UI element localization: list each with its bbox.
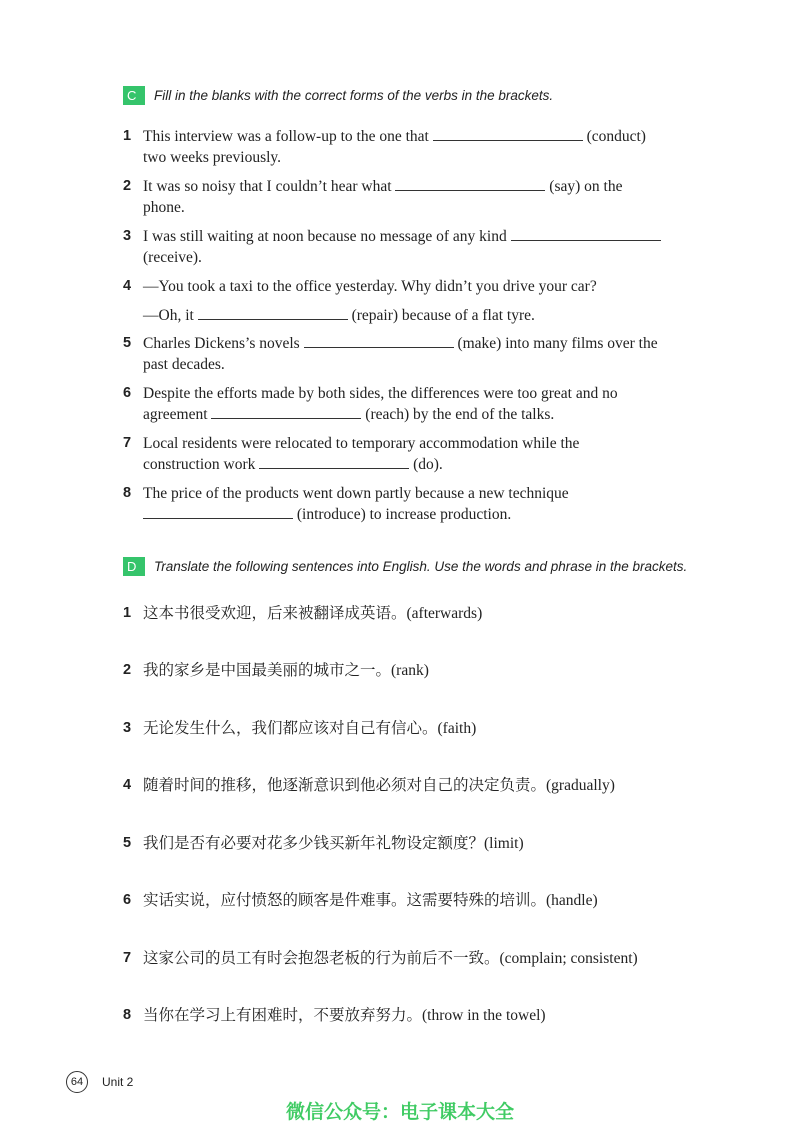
item-text: phone.: [143, 199, 185, 216]
item-number: 3: [123, 228, 132, 244]
item-text: —Oh, it: [143, 307, 194, 324]
verb-hint: (conduct): [586, 128, 646, 145]
verb-hint: (make) into many films over the: [457, 335, 658, 352]
item-text: two weeks previously.: [143, 149, 282, 166]
watermark-text: 微信公众号：电子课本大全: [285, 1101, 514, 1123]
answer-blank[interactable]: [395, 177, 545, 191]
d-item-7: [123, 948, 703, 969]
translation-prompt: 这家公司的员工有时会抱怨老板的行为前后不一致。(complain; consistent): [143, 950, 638, 967]
translation-prompt: 当你在学习上有困难时，不要放弃努力。(throw in the towel): [143, 1007, 546, 1024]
item-text: I was still waiting at noon because no message of any kind: [143, 228, 507, 245]
answer-blank[interactable]: [143, 505, 293, 519]
item-number: 6: [123, 385, 132, 401]
item-text: Local residents were relocated to temporary accommodation while the: [143, 435, 580, 452]
d-item-1: [123, 603, 703, 624]
item-text: —You took a taxi to the office yesterday. Why didn’t you drive your car?: [143, 278, 597, 295]
verb-hint: (reach) by the end of the talks.: [365, 406, 555, 423]
answer-blank[interactable]: [259, 455, 409, 469]
item-text: past decades.: [143, 356, 225, 373]
item-number: 5: [123, 835, 132, 851]
answer-blank[interactable]: [433, 127, 583, 141]
section-d-header: [123, 557, 687, 576]
verb-hint: (receive).: [143, 249, 202, 266]
section-c-instruction: Fill in the blanks with the correct forms of the verbs in the brackets.: [154, 88, 554, 103]
item-number: 8: [123, 485, 132, 501]
d-item-8: [123, 1005, 703, 1026]
section-d-instruction: Translate the following sentences into English. Use the words and phrase in the brackets.: [154, 559, 688, 574]
item-text: This interview was a follow-up to the one that: [143, 128, 429, 145]
translation-prompt: 随着时间的推移，他逐渐意识到他必须对自己的决定负责。(gradually): [143, 777, 615, 794]
c-item-6: [123, 383, 703, 425]
section-d-badge: D: [123, 557, 145, 576]
item-number: 2: [123, 662, 132, 678]
item-number: 4: [123, 278, 132, 294]
c-item-4: [123, 276, 703, 326]
item-number: 1: [123, 605, 132, 621]
c-item-1: [123, 126, 703, 168]
c-item-7: [123, 433, 703, 475]
answer-blank[interactable]: [511, 227, 661, 241]
verb-hint: (introduce) to increase production.: [296, 506, 512, 523]
verb-hint: (do).: [413, 456, 443, 473]
section-c-header: [123, 86, 553, 105]
item-number: 6: [123, 892, 132, 908]
translation-prompt: 实话实说，应付愤怒的顾客是件难事。这需要特殊的培训。(handle): [143, 892, 598, 909]
item-number: 4: [123, 777, 132, 793]
d-item-5: [123, 833, 703, 854]
verb-hint: (say) on the: [549, 178, 623, 195]
item-number: 3: [123, 720, 132, 736]
item-number: 2: [123, 178, 132, 194]
answer-blank[interactable]: [198, 306, 348, 320]
answer-blank[interactable]: [211, 405, 361, 419]
item-text: The price of the products went down partly because a new technique: [143, 485, 569, 502]
c-item-5: [123, 333, 703, 375]
verb-hint: (repair) because of a flat tyre.: [351, 307, 535, 324]
item-number: 5: [123, 335, 132, 351]
item-text: agreement: [143, 406, 208, 423]
d-item-6: [123, 890, 703, 911]
section-c-badge: C: [123, 86, 145, 105]
d-item-3: [123, 718, 703, 739]
item-text: It was so noisy that I couldn’t hear what: [143, 178, 392, 195]
c-item-2: [123, 176, 703, 218]
item-number: 1: [123, 128, 132, 144]
item-text: Charles Dickens’s novels: [143, 335, 300, 352]
item-number: 7: [123, 435, 132, 451]
translation-prompt: 无论发生什么，我们都应该对自己有信心。(faith): [143, 720, 477, 737]
translation-prompt: 我们是否有必要对花多少钱买新年礼物设定额度？(limit): [143, 835, 524, 852]
page-footer: [66, 1071, 133, 1093]
c-item-8: [123, 483, 703, 525]
c-item-3: [123, 226, 703, 268]
translation-prompt: 我的家乡是中国最美丽的城市之一。(rank): [143, 662, 429, 679]
item-number: 7: [123, 950, 132, 966]
item-text: construction work: [143, 456, 256, 473]
d-item-2: [123, 660, 703, 681]
d-item-4: [123, 775, 703, 796]
answer-blank[interactable]: [304, 334, 454, 348]
page-number: 64: [66, 1071, 88, 1093]
unit-label: Unit 2: [102, 1075, 134, 1089]
item-text: Despite the efforts made by both sides, the differences were too great and no: [143, 385, 618, 402]
translation-prompt: 这本书很受欢迎，后来被翻译成英语。(afterwards): [143, 605, 483, 622]
item-number: 8: [123, 1007, 132, 1023]
